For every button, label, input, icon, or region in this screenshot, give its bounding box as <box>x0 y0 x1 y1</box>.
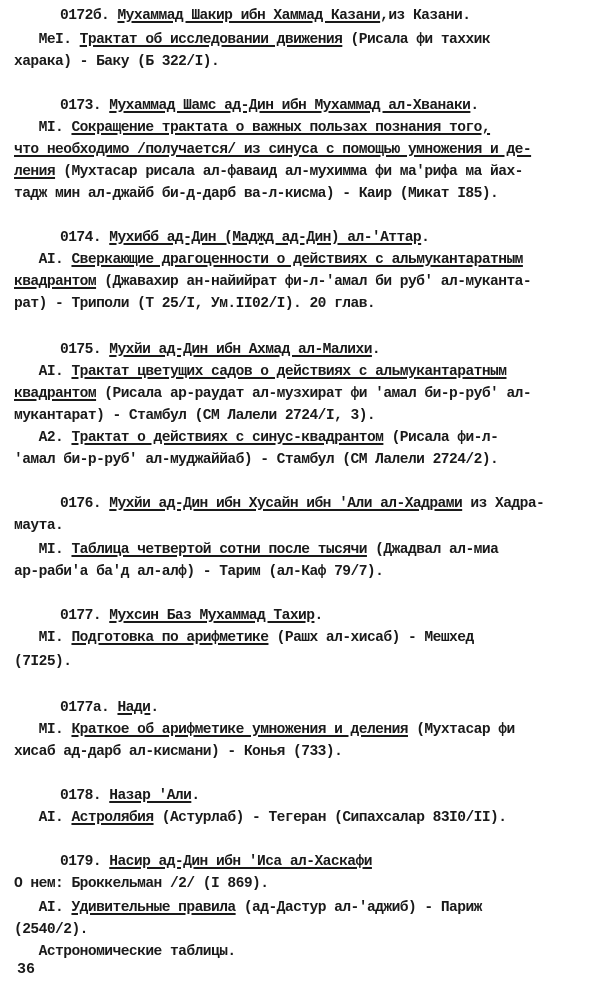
entry-line <box>14 720 515 740</box>
underlined-title: квадрантом <box>14 274 97 290</box>
entry-line <box>14 428 498 448</box>
underlined-title: Мухибб ад-Дин (Маджд ад-Дин) ал-'Аттар <box>109 230 422 246</box>
text-segment: Астрономические таблицы. <box>14 944 236 960</box>
entry-line <box>14 184 498 204</box>
entry-line <box>14 742 342 762</box>
entry-line <box>14 652 71 672</box>
entry-line <box>14 450 498 470</box>
text-segment: 0179. <box>60 854 110 870</box>
text-segment: . <box>314 608 323 624</box>
text-segment: (Рисала фи таххик <box>342 32 491 48</box>
text-segment: 0172б. <box>60 8 118 24</box>
entry-line <box>14 942 236 962</box>
text-segment: 0178. <box>60 788 110 804</box>
underlined-title: Подготовка по арифметике <box>71 630 269 646</box>
underlined-title: Мухйи ад-Дин ибн Хусайн ибн 'Али ал-Хадрами <box>109 496 463 512</box>
text-segment: . <box>371 342 381 358</box>
text-segment: (Джадвал ал-миа <box>366 542 499 558</box>
underlined-title: Мухйи ад-Дин ибн Ахмад ал-Малихи <box>109 342 372 358</box>
text-segment: из Хадра- <box>462 496 545 512</box>
text-segment: (Рашх ал-хисаб) - Мешхед <box>268 630 474 646</box>
entry-line <box>14 362 506 382</box>
underlined-title: Мухсин Баз Мухаммад Тахир <box>109 608 315 624</box>
text-segment: MeI. <box>14 32 80 48</box>
text-segment: MI. <box>14 542 72 558</box>
entry-heading <box>60 786 200 806</box>
text-segment: MI. <box>14 630 72 646</box>
text-segment: 0173. <box>60 98 110 114</box>
entry-heading <box>60 606 323 626</box>
text-segment: (Рисала ар-раудат ал-музхират фи 'амал би-р-руб' ал- <box>96 386 532 402</box>
entry-line <box>14 272 531 292</box>
text-segment: маута. <box>14 518 64 534</box>
text-segment: рат) - Триполи (Т 25/I, Ум.II02/I). 20 глав. <box>14 296 376 312</box>
underlined-title: Таблица четвертой сотни после тысячи <box>71 542 367 558</box>
underlined-title: Краткое об арифметике умножения и деления <box>71 722 408 738</box>
entry-line <box>14 30 490 50</box>
entry-line <box>14 898 482 918</box>
entry-heading <box>60 852 372 872</box>
underlined-title: Трактат об исследовании движения <box>79 32 343 48</box>
text-segment: (Мухтасар рисала ал-фаваид ал-мухимма фи ма'рифа ма йах- <box>55 164 523 180</box>
entry-line <box>14 540 498 560</box>
entry-line <box>14 628 474 648</box>
text-segment: мукантарат) - Стамбул (СМ Лалели 2724/I, 3). <box>14 408 376 424</box>
text-segment: О нем: Броккельман /2/ (I 869). <box>14 876 269 892</box>
text-segment: MI. <box>14 722 72 738</box>
underlined-title: Назар 'Али <box>109 788 192 804</box>
entry-line <box>14 406 375 426</box>
text-segment: харака) - Баку (Б 322/I). <box>14 54 220 70</box>
underlined-title: Трактат о действиях с синус-квадрантом <box>71 430 384 446</box>
entry-line <box>14 162 523 182</box>
underlined-title: Удивительные правила <box>71 900 236 916</box>
text-segment: AI. <box>14 900 72 916</box>
text-segment: 0175. <box>60 342 110 358</box>
text-segment: . <box>191 788 200 804</box>
text-segment: 'амал би-р-руб' ал-муджаййаб) - Стамбул (СМ Лалели 2724/2). <box>14 452 499 468</box>
text-segment: AI. <box>14 364 72 380</box>
text-segment: 0177а. <box>60 700 118 716</box>
text-segment: AI. <box>14 810 72 826</box>
underlined-title: что необходимо /получается/ из синуса с помощью умножения и де- <box>14 142 532 158</box>
underlined-title: Мухаммад Шакир ибн Хаммад Казани <box>117 8 381 24</box>
text-segment: . <box>150 700 159 716</box>
text-segment: (2540/2). <box>14 922 88 938</box>
page-number: 36 <box>17 961 36 978</box>
entry-heading <box>60 96 479 116</box>
entry-line <box>14 562 383 582</box>
entry-heading <box>60 6 470 26</box>
text-segment: ,из Казани. <box>380 8 471 24</box>
text-segment: 0176. <box>60 496 110 512</box>
underlined-title: Мухаммад Шамс ад-Дин ибн Мухаммад ал-Хванаки <box>109 98 471 114</box>
entry-line <box>14 140 531 160</box>
text-segment: . <box>470 98 479 114</box>
underlined-title: квадрантом <box>14 386 97 402</box>
entry-heading <box>60 494 544 514</box>
text-segment: (7I25). <box>14 654 72 670</box>
text-segment: хисаб ад-дарб ал-кисмани) - Конья (733). <box>14 744 343 760</box>
underlined-title: Трактат цветущих садов о действиях с альмукантаратным <box>71 364 507 380</box>
entry-line <box>14 874 268 894</box>
entry-heading <box>60 228 429 248</box>
text-segment: 0174. <box>60 230 110 246</box>
text-segment: MI. <box>14 120 72 136</box>
text-segment: тадж мин ал-джайб би-д-дарб ва-л-кисма) - Каир (Микат I85). <box>14 186 499 202</box>
underlined-title: Насир ад-Дин ибн 'Иса ал-Хаскафи <box>109 854 372 870</box>
text-segment: (ад-Дастур ал-'аджиб) - Париж <box>235 900 482 916</box>
entry-heading <box>60 340 380 360</box>
entry-line <box>14 118 490 138</box>
entry-line <box>14 250 523 270</box>
underlined-title: Сверкающие драгоценности о действиях с альмукантаратным <box>71 252 523 268</box>
entry-line <box>14 808 506 828</box>
entry-line <box>14 516 63 536</box>
text-segment: 0177. <box>60 608 110 624</box>
entry-line <box>14 52 219 72</box>
text-segment: . <box>421 230 430 246</box>
text-segment: (Мухтасар фи <box>407 722 515 738</box>
text-segment: AI. <box>14 252 72 268</box>
entry-heading <box>60 698 159 718</box>
entry-line <box>14 920 88 940</box>
underlined-title: Астролябия <box>71 810 154 826</box>
text-segment: ар-раби'а ба'д ал-алф) - Тарим (ал-Каф 79/7). <box>14 564 384 580</box>
underlined-title: Сокращение трактата о важных пользах познания того, <box>71 120 491 136</box>
entry-line <box>14 384 531 404</box>
text-segment: A2. <box>14 430 72 446</box>
underlined-title: ления <box>14 164 56 180</box>
text-segment: (Астурлаб) - Тегеран (Сипахсалар 83I0/II). <box>153 810 507 826</box>
entry-line <box>14 294 375 314</box>
text-segment: (Джавахир ан-найийрат фи-л-'амал би руб' ал-муканта- <box>96 274 532 290</box>
text-segment: (Рисала фи-л- <box>383 430 499 446</box>
underlined-title: Нади <box>117 700 151 716</box>
